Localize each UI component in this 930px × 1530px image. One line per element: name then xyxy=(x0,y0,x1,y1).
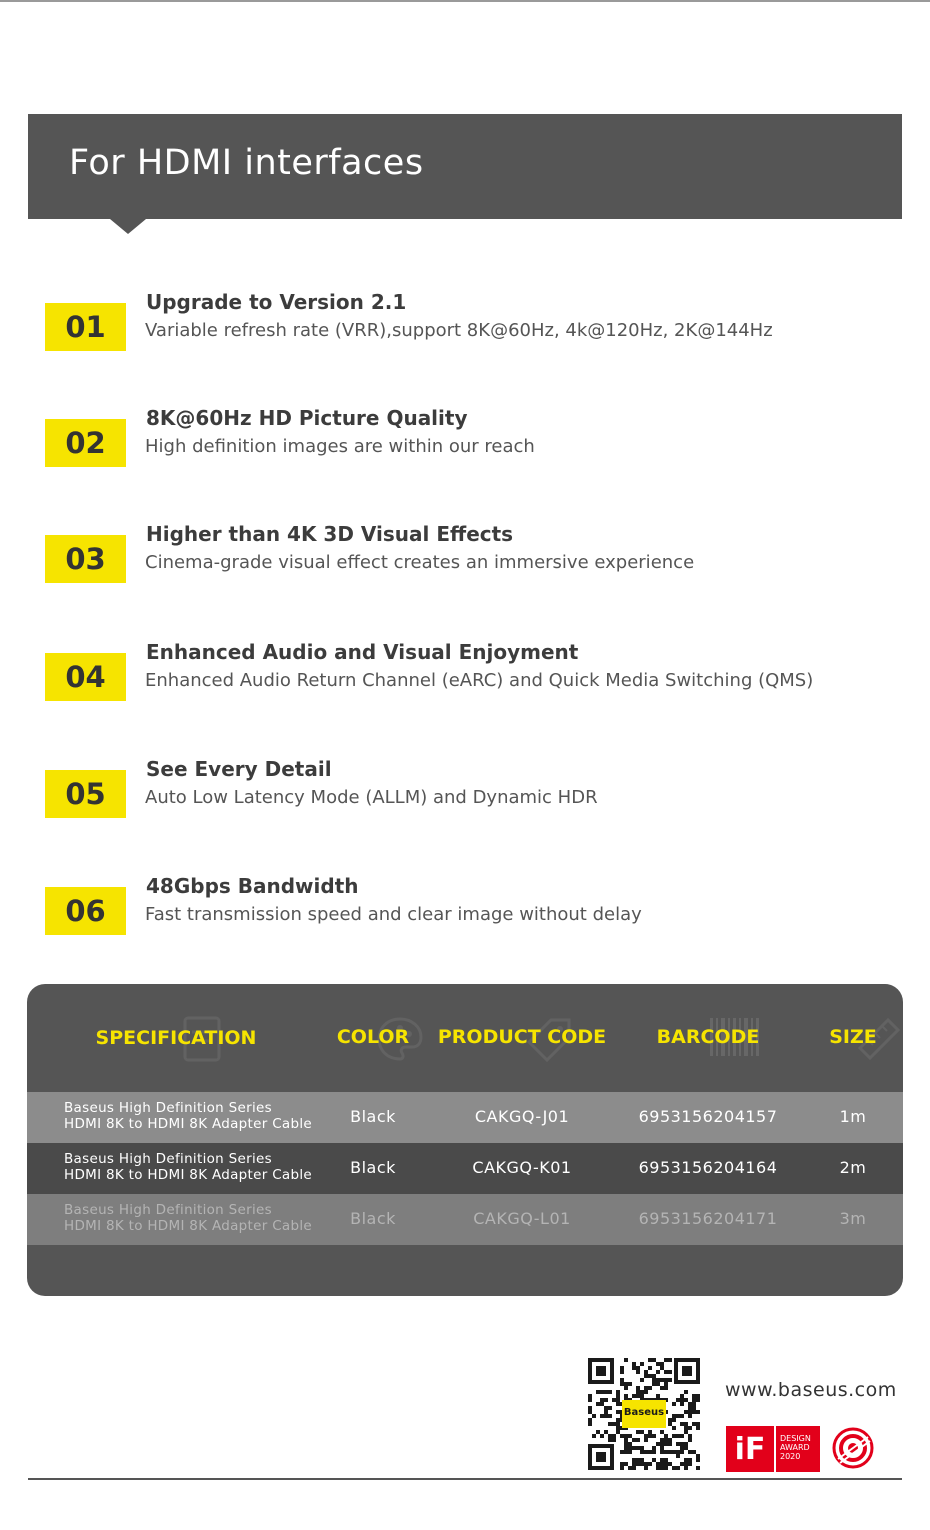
size-cell: 3m xyxy=(839,1209,867,1228)
award-line: DESIGN xyxy=(780,1434,811,1443)
spec-name-line: Baseus High Definition Series xyxy=(64,1100,272,1116)
col-header-specification: SPECIFICATION xyxy=(95,1027,257,1049)
table-row xyxy=(27,1143,903,1194)
feature-title: Higher than 4K 3D Visual Effects xyxy=(146,522,514,546)
top-divider xyxy=(0,0,930,2)
feature-item xyxy=(45,874,905,939)
col-header-product-code: PRODUCT CODE xyxy=(437,1026,607,1048)
feature-description: High definition images are within our reach xyxy=(145,436,535,457)
qr-logo-text: Baseus xyxy=(623,1407,665,1418)
bottom-divider xyxy=(28,1478,902,1480)
feature-title: See Every Detail xyxy=(146,757,332,781)
product-code-cell: CAKGQ-J01 xyxy=(474,1107,570,1126)
feature-item xyxy=(45,290,905,355)
qr-code xyxy=(586,1356,702,1472)
red-dot-award-icon xyxy=(832,1427,874,1469)
banner-pointer xyxy=(110,219,146,234)
feature-item xyxy=(45,640,905,705)
table-row xyxy=(27,1092,903,1143)
spec-name-cell xyxy=(64,1151,344,1183)
section-banner xyxy=(28,114,902,219)
col-header-color: COLOR xyxy=(336,1026,410,1048)
feature-number-badge: 03 xyxy=(45,535,126,583)
barcode-cell: 6953156204157 xyxy=(638,1107,778,1126)
feature-title: Enhanced Audio and Visual Enjoyment xyxy=(146,640,579,664)
size-cell: 1m xyxy=(839,1107,867,1126)
barcode-cell: 6953156204171 xyxy=(638,1209,778,1228)
feature-number-badge: 02 xyxy=(45,419,126,467)
feature-description: Fast transmission speed and clear image without delay xyxy=(145,904,642,925)
banner-title: For HDMI interfaces xyxy=(69,143,424,183)
spec-name-line: HDMI 8K to HDMI 8K Adapter Cable xyxy=(64,1218,313,1234)
feature-number-badge: 01 xyxy=(45,303,126,351)
feature-item xyxy=(45,406,905,471)
feature-description: Cinema-grade visual effect creates an immersive experience xyxy=(145,552,695,573)
website-link[interactable]: www.baseus.com xyxy=(725,1379,897,1401)
feature-number-badge: 06 xyxy=(45,887,126,935)
if-logo-text: iF xyxy=(734,1431,766,1467)
barcode-cell: 6953156204164 xyxy=(638,1158,778,1177)
feature-description: Variable refresh rate (VRR),support 8K@60Hz, 4k@120Hz, 2K@144Hz xyxy=(145,320,773,341)
spec-name-line: Baseus High Definition Series xyxy=(64,1202,272,1218)
table-row xyxy=(27,1194,903,1245)
feature-title: 8K@60Hz HD Picture Quality xyxy=(146,406,468,430)
if-logo xyxy=(726,1426,774,1472)
award-line: AWARD xyxy=(780,1443,810,1452)
feature-number-badge: 05 xyxy=(45,770,126,818)
spec-table xyxy=(27,984,903,1296)
spec-name-line: HDMI 8K to HDMI 8K Adapter Cable xyxy=(64,1116,313,1132)
product-code-cell: CAKGQ-L01 xyxy=(473,1209,571,1228)
spec-table-header xyxy=(27,984,903,1092)
feature-title: Upgrade to Version 2.1 xyxy=(146,290,407,314)
size-cell: 2m xyxy=(839,1158,867,1177)
spec-name-line: Baseus High Definition Series xyxy=(64,1151,272,1167)
feature-title: 48Gbps Bandwidth xyxy=(146,874,359,898)
color-cell: Black xyxy=(350,1158,396,1177)
feature-item xyxy=(45,522,905,587)
feature-number-badge: 04 xyxy=(45,653,126,701)
feature-item xyxy=(45,757,905,822)
design-award-badge xyxy=(776,1426,820,1472)
col-header-size: SIZE xyxy=(829,1026,877,1048)
spec-name-cell xyxy=(64,1202,344,1234)
spec-name-cell xyxy=(64,1100,344,1132)
color-cell: Black xyxy=(350,1107,396,1126)
award-line: 2020 xyxy=(780,1452,801,1461)
product-code-cell: CAKGQ-K01 xyxy=(472,1158,572,1177)
feature-description: Enhanced Audio Return Channel (eARC) and Quick Media Switching (QMS) xyxy=(145,670,814,691)
spec-name-line: HDMI 8K to HDMI 8K Adapter Cable xyxy=(64,1167,313,1183)
col-header-barcode: BARCODE xyxy=(656,1026,760,1048)
feature-description: Auto Low Latency Mode (ALLM) and Dynamic HDR xyxy=(145,787,598,808)
color-cell: Black xyxy=(350,1209,396,1228)
